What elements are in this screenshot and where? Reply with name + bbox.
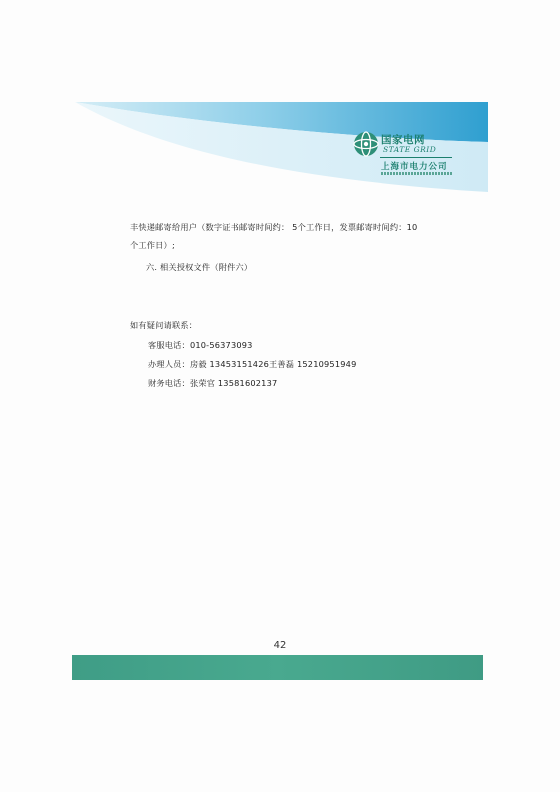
footer-green-bar [72,655,483,680]
header-swoosh-banner [0,0,560,210]
body-line-shipping: 丰快递邮寄给用户（数字证书邮寄时间约： 5个工作日，发票邮寄时间约：10 [130,222,418,232]
contact-heading: 如有疑问请联系： [130,320,198,330]
contact-finance-phone: 财务电话：张荣官 13581602137 [148,378,278,388]
state-grid-emblem-icon [352,130,380,158]
page-number: 42 [273,640,287,651]
logo-company-name: 上海市电力公司 [381,162,448,172]
state-grid-logo [352,130,462,180]
logo-company-fine-print [381,172,453,175]
body-line-shipping-cont: 个工作日）; [130,240,175,250]
contact-customer-service: 客服电话：010-56373093 [148,340,253,350]
logo-chinese-name: 国家电网 [381,134,425,146]
contact-handling-staff: 办理人员：房毅 13453151426王善磊 15210951949 [148,359,357,369]
section-heading-authorization: 六. 相关授权文件（附件六） [146,262,253,272]
logo-english-name: STATE GRID [383,145,437,154]
logo-divider [380,157,452,158]
